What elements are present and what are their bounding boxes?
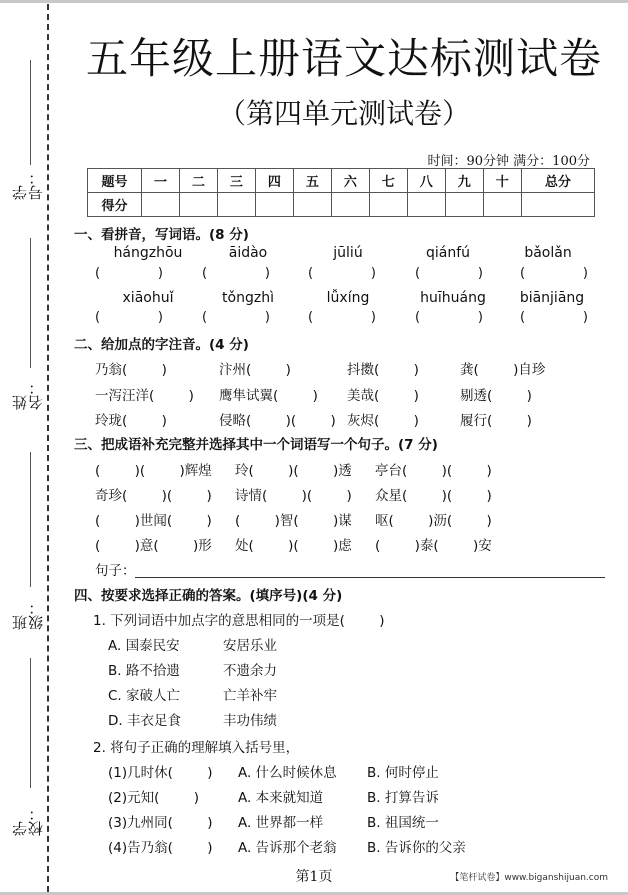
score-cell[interactable] xyxy=(179,193,217,217)
idiom-blank[interactable]: ( )智( )谋 xyxy=(235,513,352,529)
score-cell[interactable] xyxy=(331,193,369,217)
pinyin-question[interactable]: 履行( ) xyxy=(460,413,532,429)
option-label: B. 路不拾遗 xyxy=(108,663,180,679)
answer-blank[interactable]: ( ) xyxy=(95,310,163,325)
class-label: 班级： xyxy=(11,600,45,630)
school-label: 学校： xyxy=(11,806,45,836)
idiom-blank[interactable]: 亭台( )( ) xyxy=(375,463,492,479)
answer-blank[interactable]: ( ) xyxy=(520,310,588,325)
score-table-header-row xyxy=(88,169,595,193)
header-cell: 八 xyxy=(407,169,445,193)
option-pair: 不遗余力 xyxy=(223,663,277,679)
score-table xyxy=(87,168,595,217)
idiom-blank[interactable]: 众星( )( ) xyxy=(375,488,492,504)
q1-prompt[interactable]: 1. 下列词语中加点字的意思相同的一项是( ) xyxy=(93,613,385,629)
answer-blank[interactable]: ( ) xyxy=(308,266,376,281)
section-2-title: 二、给加点的字注音。(4 分) xyxy=(74,337,249,353)
answer-blank[interactable]: ( ) xyxy=(520,266,588,281)
q2-question[interactable]: (1)几时休( ) xyxy=(108,765,213,781)
top-border xyxy=(0,0,628,3)
school-line[interactable] xyxy=(30,658,31,788)
pinyin-item: huīhuáng xyxy=(420,290,486,306)
q2-option-a: A. 本来就知道 xyxy=(238,790,324,806)
idiom-blank[interactable]: ( )意( )形 xyxy=(95,538,212,554)
section-3-title: 三、把成语补充完整并选择其中一个词语写一个句子。(7 分) xyxy=(74,437,438,453)
header-cell: 总分 xyxy=(521,169,594,193)
exam-meta: 时间：90分钟 满分：100分 xyxy=(427,154,590,169)
pinyin-item: bǎolǎn xyxy=(524,245,572,261)
pinyin-question[interactable]: 乃翁( ) xyxy=(95,362,167,378)
score-cell[interactable] xyxy=(293,193,331,217)
idiom-blank[interactable]: ( )( )辉煌 xyxy=(95,463,212,479)
pinyin-item: hángzhōu xyxy=(113,245,183,261)
option-label: A. 国泰民安 xyxy=(108,638,180,654)
student-id-line[interactable] xyxy=(30,60,31,165)
sentence-label: 句子： xyxy=(95,563,136,579)
section-4-title: 四、按要求选择正确的答案。(填序号)(4 分) xyxy=(74,588,343,604)
watermark: 【笔杆试卷】www.biganshijuan.com xyxy=(450,873,608,883)
option-pair: 安居乐业 xyxy=(223,638,277,654)
score-row-label: 得分 xyxy=(88,193,142,217)
header-cell: 题号 xyxy=(88,169,142,193)
header-cell: 二 xyxy=(179,169,217,193)
idiom-blank[interactable]: 处( )( )虑 xyxy=(235,538,352,554)
q2-option-a: A. 什么时候休息 xyxy=(238,765,337,781)
page-number: 第1页 xyxy=(295,869,333,885)
pinyin-item: lǚxíng xyxy=(326,290,370,306)
answer-blank[interactable]: ( ) xyxy=(415,310,483,325)
q2-option-b: B. 告诉你的父亲 xyxy=(367,840,466,856)
section-1-title: 一、看拼音，写词语。(8 分) xyxy=(74,227,249,243)
name-line[interactable] xyxy=(30,238,31,368)
student-id-label: 学号： xyxy=(11,170,45,200)
idiom-blank[interactable]: ( )泰( )安 xyxy=(375,538,492,554)
pinyin-item: tǒngzhì xyxy=(222,290,274,306)
pinyin-question[interactable]: 抖擞( ) xyxy=(347,362,419,378)
idiom-blank[interactable]: 奇珍( )( ) xyxy=(95,488,212,504)
header-cell: 三 xyxy=(217,169,255,193)
score-cell[interactable] xyxy=(407,193,445,217)
q2-question[interactable]: (3)九州同( ) xyxy=(108,815,213,831)
answer-blank[interactable]: ( ) xyxy=(202,266,270,281)
header-cell: 七 xyxy=(369,169,407,193)
header-cell: 四 xyxy=(255,169,293,193)
score-cell[interactable] xyxy=(369,193,407,217)
q2-option-b: B. 何时停止 xyxy=(367,765,439,781)
pinyin-question[interactable]: 美哉( ) xyxy=(347,388,419,404)
q2-option-a: A. 告诉那个老翁 xyxy=(238,840,337,856)
header-cell: 五 xyxy=(293,169,331,193)
pinyin-question[interactable]: 汴州( ) xyxy=(219,362,291,378)
score-cell[interactable] xyxy=(483,193,521,217)
idiom-blank[interactable]: 玲( )( )透 xyxy=(235,463,352,479)
option-label: D. 丰衣足食 xyxy=(108,713,181,729)
q2-option-a: A. 世界都一样 xyxy=(238,815,324,831)
option-label: C. 家破人亡 xyxy=(108,688,181,704)
header-cell: 十 xyxy=(483,169,521,193)
pinyin-item: qiánfú xyxy=(425,245,471,261)
option-pair: 丰功伟绩 xyxy=(223,713,277,729)
q2-question[interactable]: (4)告乃翁( ) xyxy=(108,840,213,856)
pinyin-item: xiāohuǐ xyxy=(122,290,174,306)
idiom-blank[interactable]: 诗情( )( ) xyxy=(235,488,352,504)
q2-option-b: B. 打算告诉 xyxy=(367,790,439,806)
idiom-blank[interactable]: 呕( )沥( ) xyxy=(375,513,492,529)
idiom-blank[interactable]: ( )世闻( ) xyxy=(95,513,212,529)
score-cell[interactable] xyxy=(521,193,594,217)
page-subtitle: （第四单元测试卷） xyxy=(217,97,470,130)
score-table-score-row xyxy=(88,193,595,217)
pinyin-question[interactable]: 灰烬( ) xyxy=(347,413,419,429)
answer-blank[interactable]: ( ) xyxy=(95,266,163,281)
answer-blank[interactable]: ( ) xyxy=(308,310,376,325)
sentence-input-line[interactable] xyxy=(135,577,605,578)
pinyin-item: biānjiāng xyxy=(519,290,585,306)
score-cell[interactable] xyxy=(142,193,180,217)
answer-blank[interactable]: ( ) xyxy=(202,310,270,325)
pinyin-item: jūliú xyxy=(333,245,363,261)
pinyin-question[interactable]: 一泻汪洋( ) xyxy=(95,388,194,404)
class-line[interactable] xyxy=(30,452,31,587)
name-label: 姓名： xyxy=(11,380,45,410)
score-cell[interactable] xyxy=(217,193,255,217)
score-cell[interactable] xyxy=(255,193,293,217)
header-cell: 一 xyxy=(142,169,180,193)
q2-option-b: B. 祖国统一 xyxy=(367,815,439,831)
option-pair: 亡羊补牢 xyxy=(223,688,277,704)
pinyin-question[interactable]: 剔透( ) xyxy=(460,388,532,404)
pinyin-question[interactable]: 玲珑( ) xyxy=(95,413,167,429)
header-cell: 九 xyxy=(445,169,483,193)
pinyin-question[interactable]: 龚( )自珍 xyxy=(460,362,546,378)
page-title: 五年级上册语文达标测试卷 xyxy=(85,34,602,83)
answer-blank[interactable]: ( ) xyxy=(415,266,483,281)
cut-line xyxy=(47,4,49,892)
header-cell: 六 xyxy=(331,169,369,193)
q2-question[interactable]: (2)元知( ) xyxy=(108,790,199,806)
score-cell[interactable] xyxy=(445,193,483,217)
pinyin-question[interactable]: 侵略( )( ) xyxy=(219,413,336,429)
q2-prompt: 2. 将句子正确的理解填入括号里， xyxy=(93,740,300,756)
pinyin-item: āidào xyxy=(228,245,268,261)
pinyin-question[interactable]: 鹰隼试翼( ) xyxy=(219,388,318,404)
